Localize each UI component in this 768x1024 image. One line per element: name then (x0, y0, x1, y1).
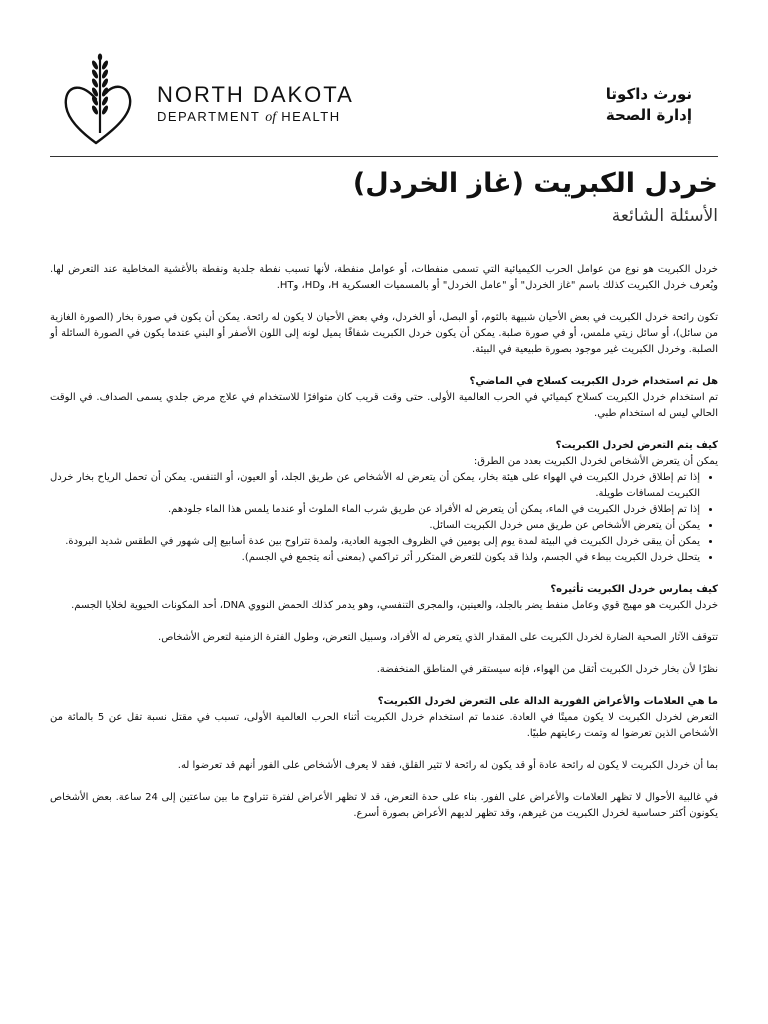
org-name-ar-line2: إدارة الصحة (605, 106, 692, 124)
org-name-ar-line1: نورث داكوتا (605, 85, 692, 103)
page-subtitle: الأسئلة الشائعة (611, 206, 718, 226)
section-paragraph: تم استخدام خردل الكبريت كسلاح كيميائي في الحرب العالمية الأولى. حتى وقت قريب كان متوافرًا للاستخدام في علاج مرض جلدي يسمى الصداف. في الوقت الحالي ليس له استخدام طبي. (50, 392, 718, 419)
list-item: • إذا تم إطلاق خردل الكبريت في الهواء على هيئة بخار، يمكن أن يتعرض له الأشخاص عن طريق الجلد، أو العيون، أو التنفس. يمكن أن تحمل الرياح بخار خردل الكبريت لمسافات طويلة. (50, 470, 700, 502)
org-name-ar (606, 84, 692, 126)
header-divider (50, 156, 718, 157)
page-title: خردل الكبريت (غاز الخردل) (352, 168, 718, 199)
document-body (50, 262, 718, 822)
section-question: كيف يتم التعرض لخردل الكبريت؟ (555, 440, 718, 451)
section-paragraph: بما أن خردل الكبريت لا يكون له رائحة عادة أو قد يكون له رائحة لا تثير القلق، فقد لا يعرف الأشخاص على الفور أنهم قد تعرضوا له. (177, 760, 718, 771)
section-paragraph: التعرض لخردل الكبريت لا يكون مميتًا في العادة. عندما تم استخدام خردل الكبريت أثناء الحرب العالمية الأولى، تسبب في مقتل نسبة تقل عن 5 بالمائة من الأشخاص الذين تعرضوا له وتمت رعايتهم طبيًا. (50, 712, 718, 739)
list-item: • يتحلل خردل الكبريت ببطء في الجسم، ولذا قد يكون للتعرض المتكرر أثر تراكمي (بمعنى أنه يتجمع في الجسم). (50, 550, 700, 566)
exposure-list (50, 470, 718, 566)
org-name-en-line1: NORTH DAKOTA (157, 82, 354, 107)
section-paragraph: في غالبية الأحوال لا تظهر العلامات والأعراض على الفور. بناء على حدة التعرض، قد لا تظهر الأعراض لفترة تتراوح ما بين ساعتين إلى 24 ساعة. بعض الأشخاص يكونون أكثر حساسية لخردل الكبريت من غيرهم، وقد تظهر لديهم الأعراض بصورة أسرع. (50, 792, 718, 819)
list-item: • يمكن أن يتعرض الأشخاص عن طريق مس خردل الكبريت السائل. (50, 518, 700, 534)
section-paragraph: خردل الكبريت هو مهيج قوي وعامل منفط يضر بالجلد، والعينين، والمجرى التنفسي، وهو يدمر كذلك الحمض النووي DNA، أحد المكونات الحيوية لخلايا الجسم. (71, 600, 718, 611)
org-name-en (157, 82, 354, 127)
intro-paragraph: خردل الكبريت هو نوع من عوامل الحرب الكيميائية التي تسمى منفطات، أو عوامل منفطة، لأنها تسبب نفطة جلدية ونفطة بالأغشية المخاطية عند التعرض لها. ويُعرف خردل الكبريت كذلك باسم "غاز الخردل" أو "عامل الخردل" أو بالمسميات العسكرية H، وHD، وHT. (50, 264, 718, 291)
org-name-en-line2: DEPARTMENT of HEALTH (157, 109, 341, 125)
section-paragraph: نظرًا لأن بخار خردل الكبريت أثقل من الهواء، فإنه سيستقر في المناطق المنخفضة. (376, 664, 718, 675)
north-dakota-health-logo (60, 53, 140, 145)
section-paragraph: تتوقف الآثار الصحية الضارة لخردل الكبريت على المقدار الذي يتعرض له الأفراد، وسبيل التعرض، وطول الفترة الزمنية لتعرض الأشخاص. (158, 632, 718, 643)
list-item: • إذا تم إطلاق خردل الكبريت في الماء، يمكن أن يتعرض له الأفراد عن طريق شرب الماء الملوث أو عندما يلمس هذا الماء جلودهم. (50, 502, 700, 518)
section-question: ما هي العلامات والأعراض الفورية الدالة على التعرض لخردل الكبريت؟ (377, 696, 718, 707)
intro-paragraph: تكون رائحة خردل الكبريت في بعض الأحيان شبيهة بالثوم، أو البصل، أو الخردل، وفي بعض الأحيان لا يكون له رائحة. يمكن أن يكون في صورة بخار (الصورة الغازية من سائل)، أو سائل زيتي ملمس، أو في صورة صلبة. يمكن أن يكون خردل الكبريت شفافًا يميل لونه إلى اللون الأصفر أو البني عندما يكون في الصورة السائلة أو الصلبة. وخردل الكبريت غير موجود بصورة طبيعية في البيئة. (50, 312, 718, 355)
list-item: • يمكن أن يبقى خردل الكبريت في البيئة لمدة يوم إلى يومين في الظروف الجوية العادية، ولمدة تتراوح بين عدة أسابيع إلى شهور في الطقس شديد البرودة. (50, 534, 700, 550)
section-lead: يمكن أن يتعرض الأشخاص لخردل الكبريت بعدد من الطرق: (473, 456, 718, 467)
section-question: كيف يمارس خردل الكبريت تأثيره؟ (550, 584, 718, 595)
section-question: هل تم استخدام خردل الكبريت كسلاح في الماضي؟ (469, 376, 718, 387)
